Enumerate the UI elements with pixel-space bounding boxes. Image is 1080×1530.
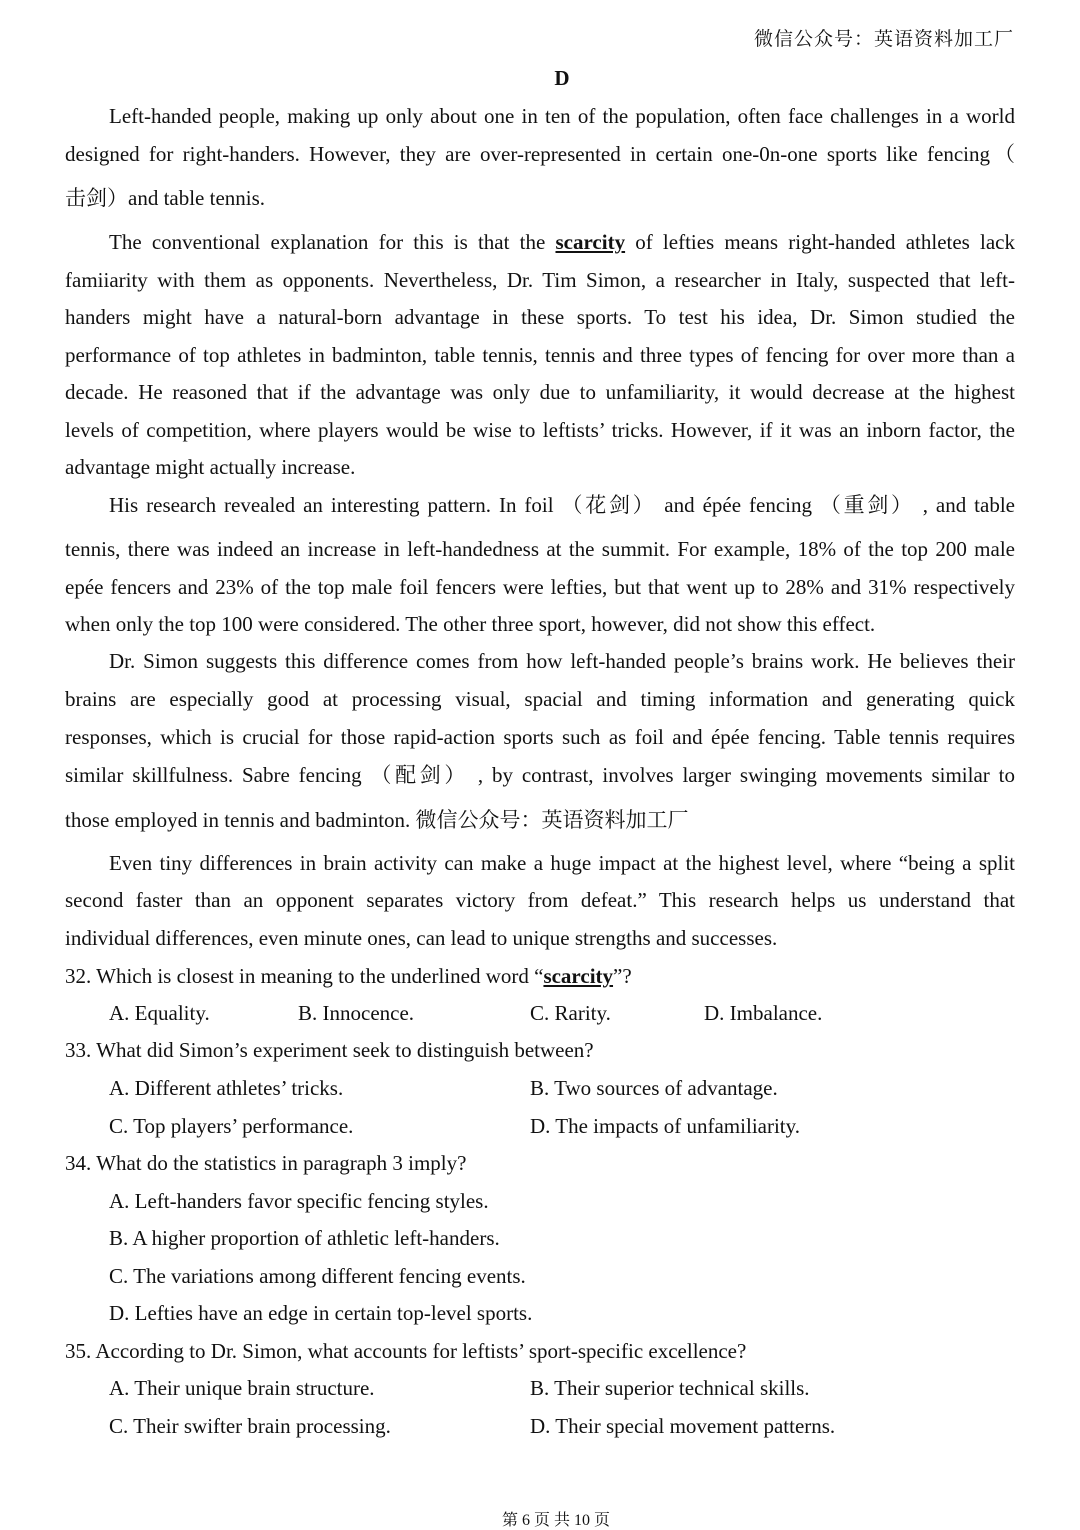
question-stem: 35. According to Dr. Simon, what accounts for leftists’ sport-specific excellence?	[65, 1339, 747, 1363]
question-stem: 34. What do the statistics in paragraph 3 imply?	[65, 1151, 467, 1175]
page-footer: 第 6 页 共 10 页	[501, 1512, 610, 1529]
paragraph-2-line: handers might have a natural-born advantage in these sports. To test his idea, Dr. Simon studied the	[65, 305, 1015, 329]
paragraph-5-line: second faster than an opponent separates victory from defeat.” This research helps us understand that	[65, 888, 1015, 912]
answer-option-b: B. Innocence.	[298, 1001, 415, 1025]
paragraph-3-line: His research revealed an interesting pattern. In foil （花剑） and épée fencing （重剑） , and table	[109, 493, 1015, 517]
answer-option-b: B. A higher proportion of athletic left-handers.	[109, 1226, 500, 1250]
answer-option-a: A. Different athletes’ tricks.	[109, 1076, 344, 1100]
paragraph-2-line: famiiarity with them as opponents. Nevertheless, Dr. Tim Simon, a researcher in Italy, suspected that left-	[65, 268, 1015, 292]
paragraph-1-line: designed for right-handers. However, they are over-represented in certain one-0n-one sports like fencing（	[65, 142, 1015, 166]
paragraph-2-line: The conventional explanation for this is that the scarcity of lefties means right-handed athletes lack	[109, 230, 1015, 254]
answer-option-c: C. Rarity.	[530, 1001, 611, 1025]
answer-option-d: D. The impacts of unfamiliarity.	[530, 1114, 801, 1138]
answer-option-d: D. Lefties have an edge in certain top-level sports.	[109, 1301, 533, 1325]
question-stem: 32. Which is closest in meaning to the underlined word “scarcity”?	[65, 964, 632, 988]
paragraph-1-line: 击剑）and table tennis.	[65, 186, 266, 210]
paragraph-4-line: brains are especially good at processing visual, spacial and timing information and generating quick	[65, 687, 1015, 711]
paragraph-4-line: similar skillfulness. Sabre fencing （配剑） , by contrast, involves larger swinging movements similar to	[65, 763, 1015, 787]
answer-option-a: A. Their unique brain structure.	[109, 1376, 375, 1400]
paragraph-5-line: Even tiny differences in brain activity can make a huge impact at the highest level, where “being a split	[109, 851, 1015, 875]
answer-option-a: A. Left-handers favor specific fencing styles.	[109, 1189, 489, 1213]
paragraph-2-line: decade. He reasoned that if the advantage was only due to unfamiliarity, it would decrease at the highest	[65, 380, 1015, 404]
paragraph-5-line: individual differences, even minute ones, can lead to unique strengths and successes.	[65, 926, 778, 950]
answer-option-c: C. Top players’ performance.	[109, 1114, 354, 1138]
answer-option-c: C. Their swifter brain processing.	[109, 1414, 391, 1438]
page-header-watermark: 微信公众号：英语资料加工厂	[753, 29, 1014, 50]
underlined-word: scarcity	[543, 964, 614, 988]
answer-option-b: B. Their superior technical skills.	[530, 1376, 810, 1400]
paragraph-3-line: epée fencers and 23% of the top male foil fencers were lefties, but that went up to 28% and 31% respectively	[65, 575, 1015, 599]
paragraph-4-line: Dr. Simon suggests this difference comes from how left-handed people’s brains work. He believes their	[109, 649, 1015, 673]
answer-option-a: A. Equality.	[109, 1001, 210, 1025]
paragraph-3-line: tennis, there was indeed an increase in left-handedness at the summit. For example, 18% of the top 200 male	[65, 537, 1015, 561]
answer-option-d: D. Imbalance.	[704, 1001, 823, 1025]
paragraph-1-line: Left-handed people, making up only about one in ten of the population, often face challenges in a world	[109, 104, 1015, 128]
paragraph-2-line: levels of competition, where players would be wise to leftists’ tricks. However, if it was an inborn factor, the	[65, 418, 1015, 442]
answer-option-d: D. Their special movement patterns.	[530, 1414, 836, 1438]
underlined-word: scarcity	[555, 230, 626, 254]
paragraph-4-line: responses, which is crucial for those rapid-action sports such as foil and épée fencing. Table tennis requires	[65, 725, 1015, 749]
answer-option-b: B. Two sources of advantage.	[530, 1076, 778, 1100]
paragraph-2-line: performance of top athletes in badminton, table tennis, tennis and three types of fencing for over more than a	[65, 343, 1015, 367]
section-title: D	[554, 66, 570, 90]
paragraph-2-line: advantage might actually increase.	[65, 455, 356, 479]
paragraph-4-line: those employed in tennis and badminton. 微信公众号：英语资料加工厂	[65, 808, 689, 832]
question-stem: 33. What did Simon’s experiment seek to distinguish between?	[65, 1038, 594, 1062]
answer-option-c: C. The variations among different fencing events.	[109, 1264, 526, 1288]
paragraph-3-line: when only the top 100 were considered. The other three sport, however, did not show this effect.	[65, 612, 876, 636]
